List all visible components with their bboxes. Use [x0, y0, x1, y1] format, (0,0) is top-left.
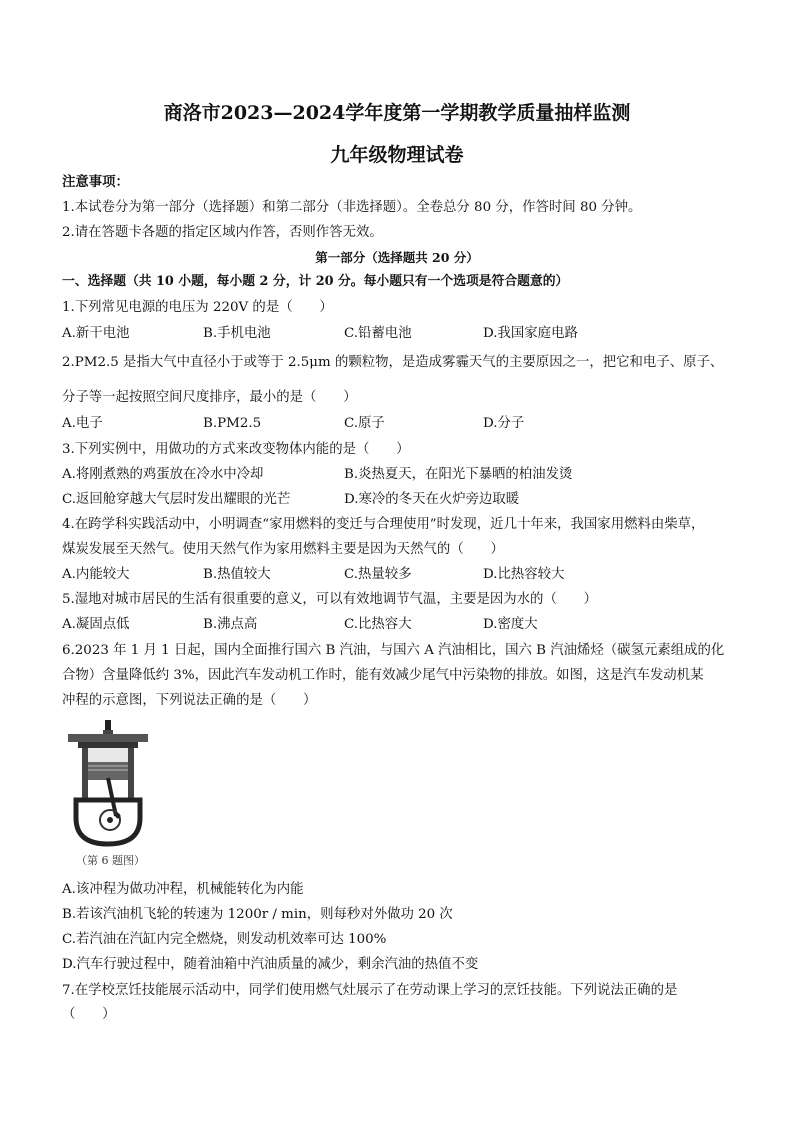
question-7-line-2: （ ） [62, 1007, 116, 1022]
notice-heading: 注意事项： [62, 174, 129, 190]
question-3: 3.下列实例中，用做功的方式来改变物体内能的是（ ） [62, 442, 410, 457]
q5-option-c: C.比热容大 [344, 617, 412, 632]
question-2-line-1: 2.PM2.5 是指大气中直径小于或等于 2.5μm 的颗粒物，是造成雾霾天气的主要原因之一，把它和电子、原子、 [62, 355, 724, 370]
notice-item-2: 2.请在答题卡各题的指定区域内作答，否则作答无效。 [62, 225, 383, 240]
q1-option-b: B.手机电池 [203, 326, 271, 341]
q4-option-c: C.热量较多 [344, 567, 412, 582]
engine-stroke-diagram [62, 720, 154, 850]
section-title: 一、选择题（共 10 小题，每小题 2 分，计 20 分。每小题只有一个选项是符合题意的） [62, 274, 569, 289]
q2-option-b: B.PM2.5 [203, 416, 262, 431]
question-2-line-2: 分子等一起按照空间尺度排序，最小的是（ ） [62, 390, 357, 405]
part1-heading: 第一部分（选择题共 20 分） [315, 250, 479, 265]
question-7-line-1: 7.在学校烹饪技能展示活动中，同学们使用燃气灶展示了在劳动课上学习的烹饪技能。下列说法正确的是 [62, 983, 678, 998]
q2-option-d: D.分子 [483, 416, 525, 431]
q1-option-a: A.新干电池 [62, 326, 130, 341]
q4-option-d: D.比热容较大 [483, 567, 565, 582]
question-6-line-1: 6.2023 年 1 月 1 日起，国内全面推行国六 B 汽油，与国六 A 汽油相比，国六 B 汽油烯烃（碳氢元素组成的化 [62, 643, 725, 658]
q2-option-c: C.原子 [344, 416, 385, 431]
q3-option-a: A.将刚煮熟的鸡蛋放在冷水中冷却 [62, 467, 264, 482]
q3-option-c: C.返回舱穿越大气层时发出耀眼的光芒 [62, 492, 291, 507]
question-1: 1.下列常见电源的电压为 220V 的是（ ） [62, 300, 333, 315]
question-6-line-3: 冲程的示意图，下列说法正确的是（ ） [62, 693, 317, 708]
q2-option-a: A.电子 [62, 416, 103, 431]
question-6-line-2: 合物）含量降低约 3%，因此汽车发动机工作时，能有效减少尾气中污染物的排放。如图，这是汽车发动机某 [62, 668, 704, 683]
q4-option-a: A.内能较大 [62, 567, 130, 582]
q4-option-b: B.热值较大 [203, 567, 271, 582]
exam-title: 商洛市2023—2024学年度第一学期教学质量抽样监测 [163, 102, 631, 124]
figure-caption: （第 6 题图） [76, 854, 145, 867]
q6-option-b: B.若该汽油机飞轮的转速为 1200r / min，则每秒对外做功 20 次 [62, 907, 453, 922]
q6-option-a: A.该冲程为做功冲程，机械能转化为内能 [62, 882, 304, 897]
q5-option-a: A.凝固点低 [62, 617, 130, 632]
q3-option-b: B.炎热夏天，在阳光下暴晒的柏油发烫 [344, 467, 573, 482]
q1-option-d: D.我国家庭电路 [483, 326, 578, 341]
q6-option-d: D.汽车行驶过程中，随着油箱中汽油质量的减少，剩余汽油的热值不变 [62, 957, 479, 972]
exam-subtitle: 九年级物理试卷 [330, 144, 464, 166]
q6-option-c: C.若汽油在汽缸内完全燃烧，则发动机效率可达 100% [62, 932, 387, 947]
q5-option-b: B.沸点高 [203, 617, 258, 632]
q1-option-c: C.铅蓄电池 [344, 326, 412, 341]
q3-option-d: D.寒冷的冬天在火炉旁边取暖 [344, 492, 520, 507]
question-5: 5.湿地对城市居民的生活有很重要的意义，可以有效地调节气温，主要是因为水的（ ） [62, 592, 598, 607]
q5-option-d: D.密度大 [483, 617, 538, 632]
question-4-line-1: 4.在跨学科实践活动中，小明调查“家用燃料的变迁与合理使用”时发现，近几十年来，我国家用燃料由柴草， [62, 517, 705, 532]
notice-item-1: 1.本试卷分为第一部分（选择题）和第二部分（非选择题）。全卷总分 80 分，作答时间 80 分钟。 [62, 200, 642, 215]
question-4-line-2: 煤炭发展至天然气。使用天然气作为家用燃料主要是因为天然气的（ ） [62, 542, 504, 557]
